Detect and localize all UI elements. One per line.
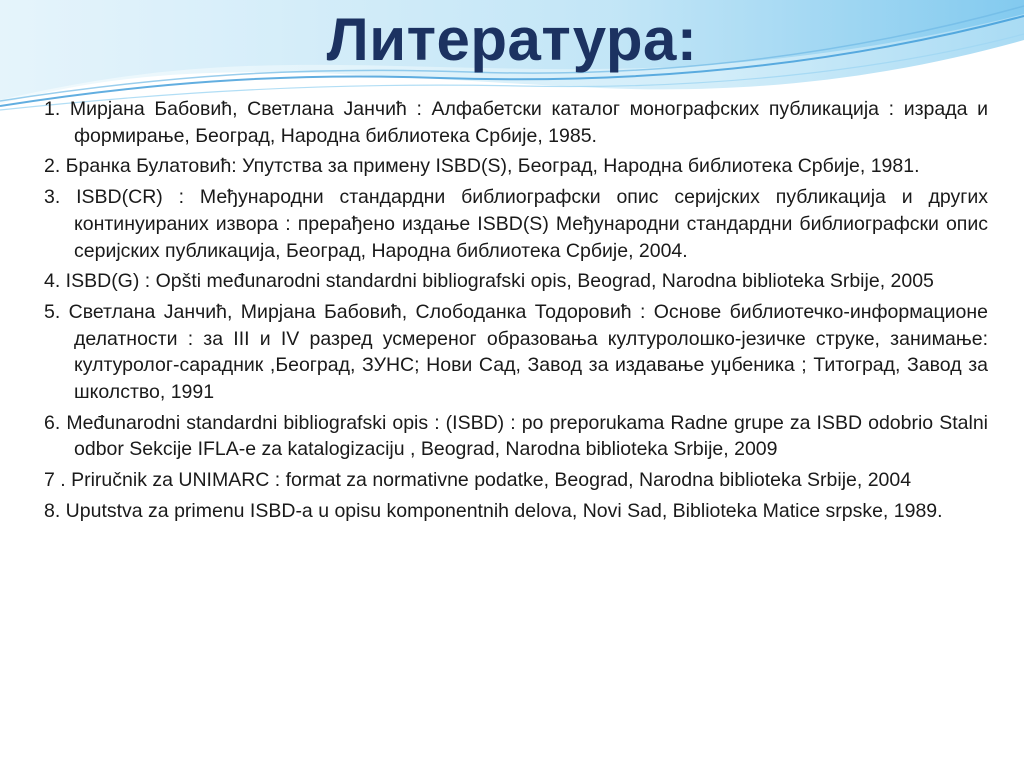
- reference-item: 6. Međunarodni standardni bibliografski opis : (ISBD) : po preporukama Radne grupe za ISBD odobrio Stalni odbor Sekcije IFLA-e za katalogizaciju , Beograd, Narodna biblioteka Srbije, 2009: [44, 411, 988, 461]
- slide-title: Литература:: [326, 6, 698, 73]
- reference-item: 2. Бранка Булатовић: Упутства за примену ISBD(S), Београд, Народна библиотека Србије, 1981.: [44, 155, 920, 178]
- reference-list: [44, 96, 988, 529]
- reference-item: 7 . Priručnik za UNIMARC : format za normativne podatke, Beograd, Narodna biblioteka Srbije, 2004: [44, 469, 912, 492]
- reference-item: 8. Uputstva za primenu ISBD-a u opisu komponentnih delova, Novi Sad, Biblioteka Matice srpske, 1989.: [44, 499, 943, 522]
- reference-item: 5. Светлана Јанчић, Мирјана Бабовић, Слободанка Тодоровић : Основе библиотечко-информационе делатности : за III и IV разред усмереног образовања културолошко-језичке струке, занимање: културолог-сарадник ,Београд, ЗУНС; Нови Сад, Завод за издавање уџбеника ; Титоград, Завод за школство, 1991: [44, 300, 988, 404]
- reference-item: 3. ISBD(CR) : Међународни стандардни библиографски опис серијских публикација и других континуираних извора : прерађено издање ISBD(S) Међународни стандардни библиографски опис серијских публикација, Београд, Народна библиотека Србије, 2004.: [44, 186, 988, 262]
- reference-item: 1. Мирјана Бабовић, Светлана Јанчић : Алфабетски каталог монографских публикација : израда и формирање, Београд, Народна библиотека Србије, 1985.: [44, 98, 988, 147]
- reference-item: 4. ISBD(G) : Opšti međunarodni standardni bibliografski opis, Beograd, Narodna biblioteka Srbije, 2005: [44, 270, 934, 293]
